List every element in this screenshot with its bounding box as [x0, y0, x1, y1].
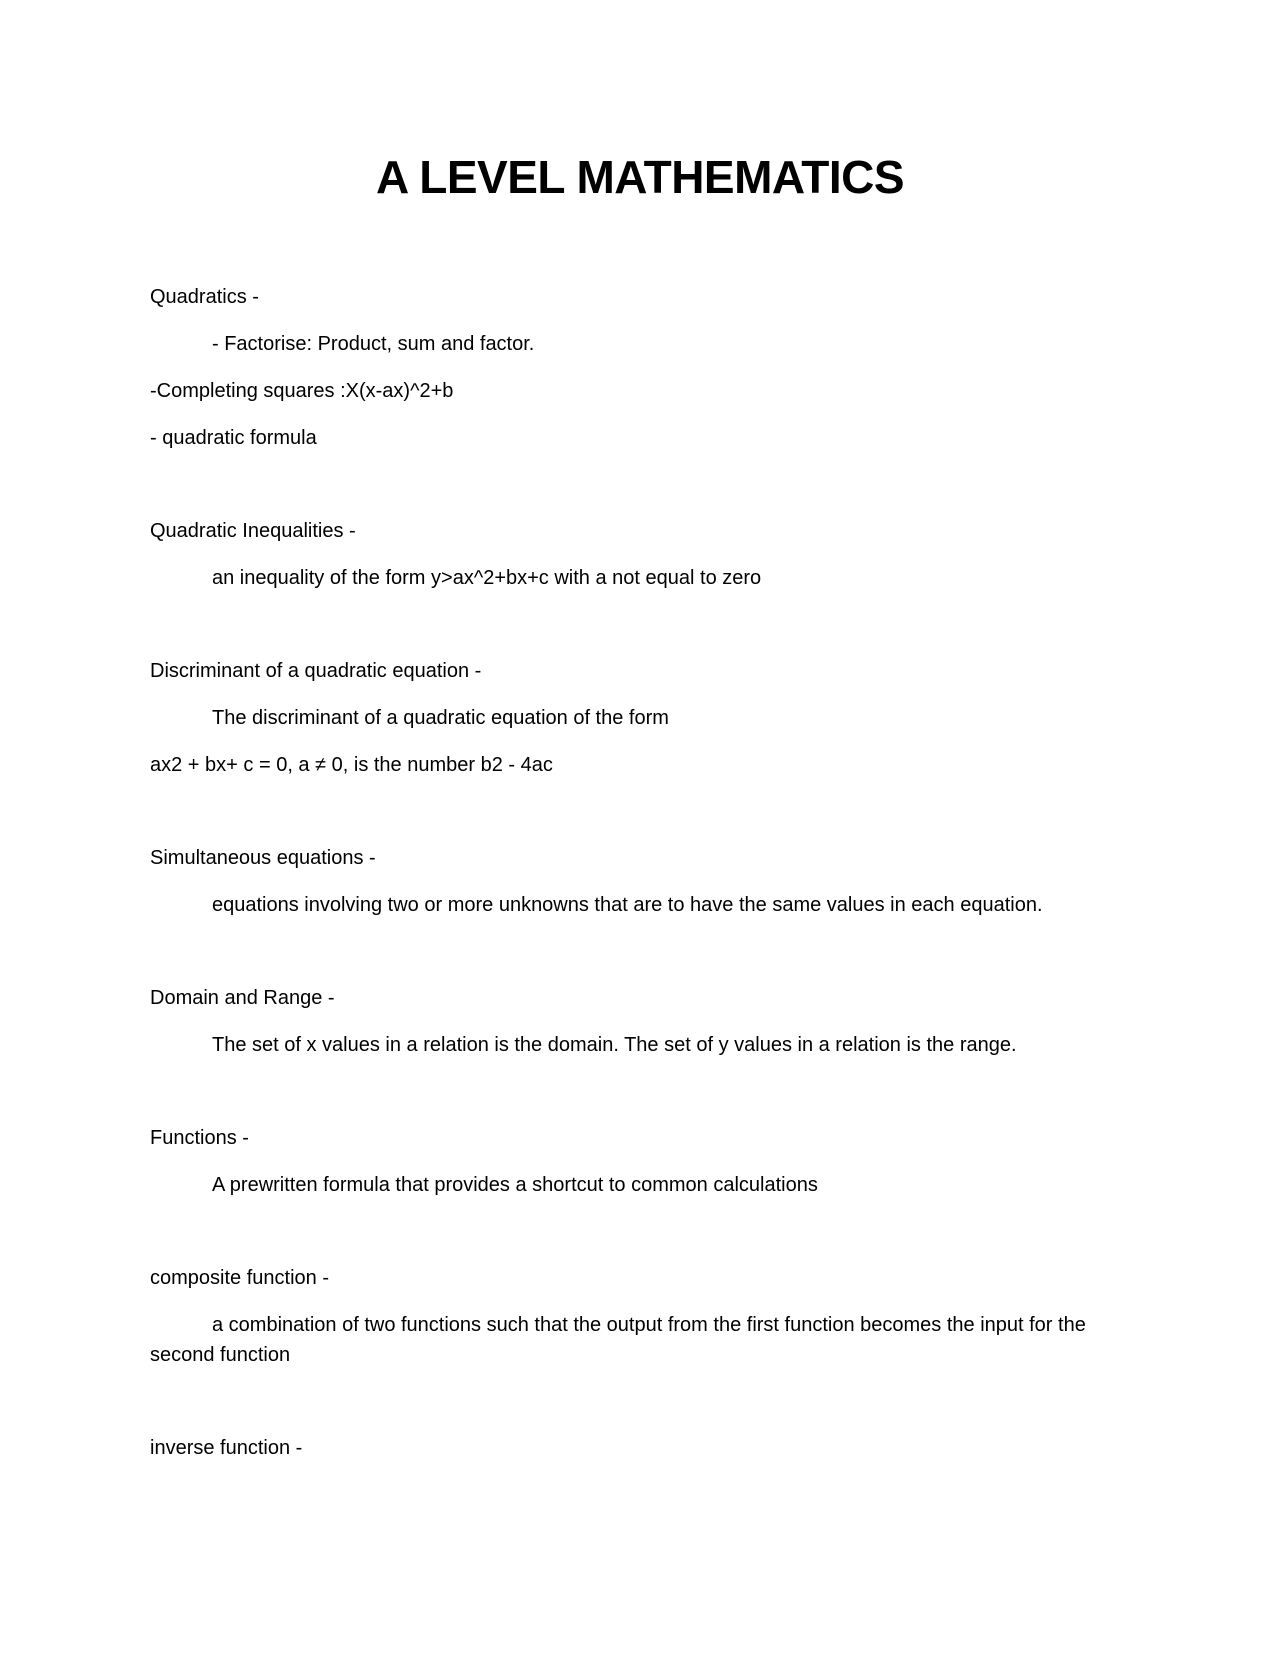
section-line: -Completing squares :X(x-ax)^2+b [150, 380, 454, 402]
section-heading-composite-function: composite function - [150, 1267, 329, 1289]
section-line: equations involving two or more unknowns that are to have the same values in each equation. [212, 894, 1043, 916]
section-line: ax2 + bx+ c = 0, a ≠ 0, is the number b2 - 4ac [150, 754, 553, 776]
section-line: an inequality of the form y>ax^2+bx+c with a not equal to zero [212, 567, 762, 589]
section-heading-quadratic-inequalities: Quadratic Inequalities - [150, 520, 356, 542]
section-heading-functions: Functions - [150, 1127, 249, 1149]
section-line: The discriminant of a quadratic equation of the form [212, 707, 669, 729]
section-heading-discriminant: Discriminant of a quadratic equation - [150, 660, 482, 682]
section-heading-inverse-function: inverse function - [150, 1437, 303, 1459]
section-line: - quadratic formula [150, 427, 317, 449]
section-line: - Factorise: Product, sum and factor. [212, 333, 535, 355]
section-heading-domain-and-range: Domain and Range - [150, 987, 335, 1009]
section-heading-simultaneous-equations: Simultaneous equations - [150, 847, 376, 869]
section-line: A prewritten formula that provides a shortcut to common calculations [212, 1174, 818, 1196]
section-line: a combination of two functions such that the output from the first function becomes the input for the second function [150, 1314, 1086, 1366]
section-line: The set of x values in a relation is the domain. The set of y values in a relation is the range. [212, 1034, 1017, 1056]
section-heading-quadratics: Quadratics - [150, 286, 259, 308]
document-title: A LEVEL MATHEMATICS [375, 151, 904, 203]
document-body [150, 282, 1135, 1463]
